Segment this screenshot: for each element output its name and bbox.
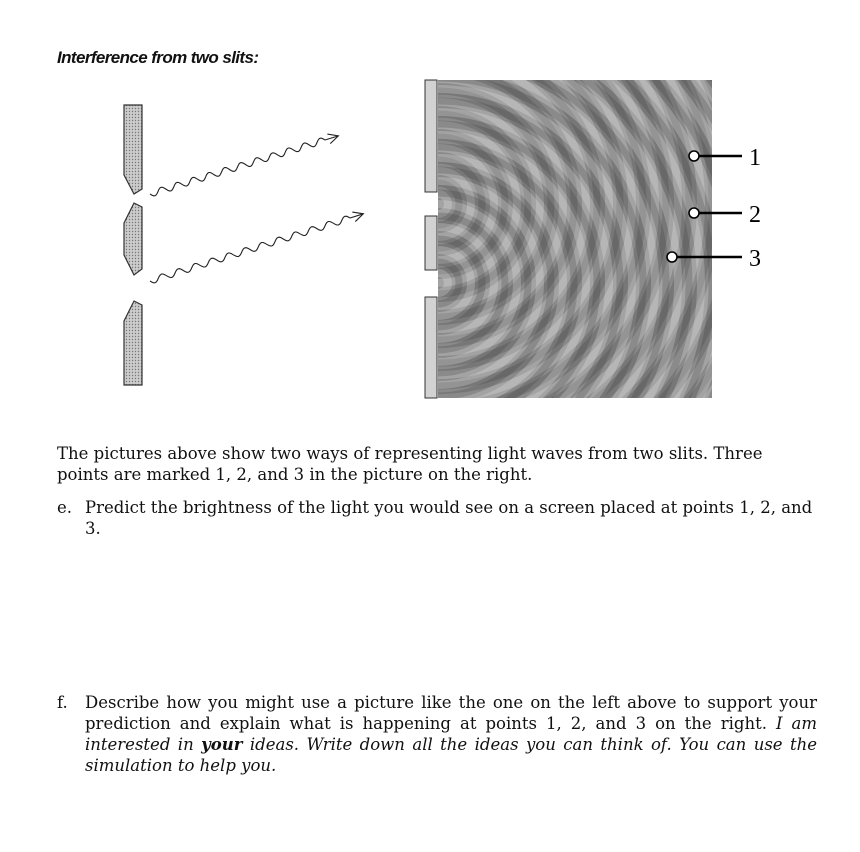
slit-wall-middle bbox=[425, 216, 437, 270]
question-f-emph-pre: I am interested in bbox=[85, 714, 818, 754]
question-f bbox=[57, 692, 817, 776]
wave-ray-lower bbox=[150, 212, 363, 283]
section-heading: Interference from two slits: bbox=[57, 48, 259, 67]
slit-wall-bottom bbox=[425, 297, 437, 398]
slit-wall-top bbox=[425, 80, 437, 192]
point-label-2: 2 bbox=[749, 202, 761, 228]
question-e-text: Predict the brightness of the light you would see on a screen placed at points 1, 2, and 3. bbox=[85, 498, 813, 538]
point-label-1: 1 bbox=[749, 145, 761, 171]
question-f-emph-post: ideas. Write down all the ideas you can think of. You can use the simulation to help you. bbox=[85, 735, 818, 775]
barrier-bottom bbox=[124, 301, 142, 385]
question-e-letter: e. bbox=[57, 498, 73, 517]
question-e bbox=[57, 497, 817, 539]
question-f-letter: f. bbox=[57, 693, 68, 712]
point-label-3: 3 bbox=[749, 246, 761, 272]
barrier-top bbox=[124, 105, 142, 194]
wave-ray-diagram bbox=[110, 95, 380, 395]
question-f-emph-bold: your bbox=[201, 735, 243, 754]
interference-pattern-figure bbox=[420, 75, 800, 405]
wave-ray-upper bbox=[150, 134, 338, 196]
intro-paragraph: The pictures above show two ways of representing light waves from two slits. Three points are marked 1, 2, and 3 in the picture on the right. bbox=[57, 444, 763, 484]
question-f-text: Describe how you might use a picture like the one on the left above to support your prediction and explain what is happening at points 1, 2, and 3 on the right. bbox=[85, 693, 817, 733]
question-f-body bbox=[85, 692, 817, 776]
barrier-middle bbox=[124, 203, 142, 275]
